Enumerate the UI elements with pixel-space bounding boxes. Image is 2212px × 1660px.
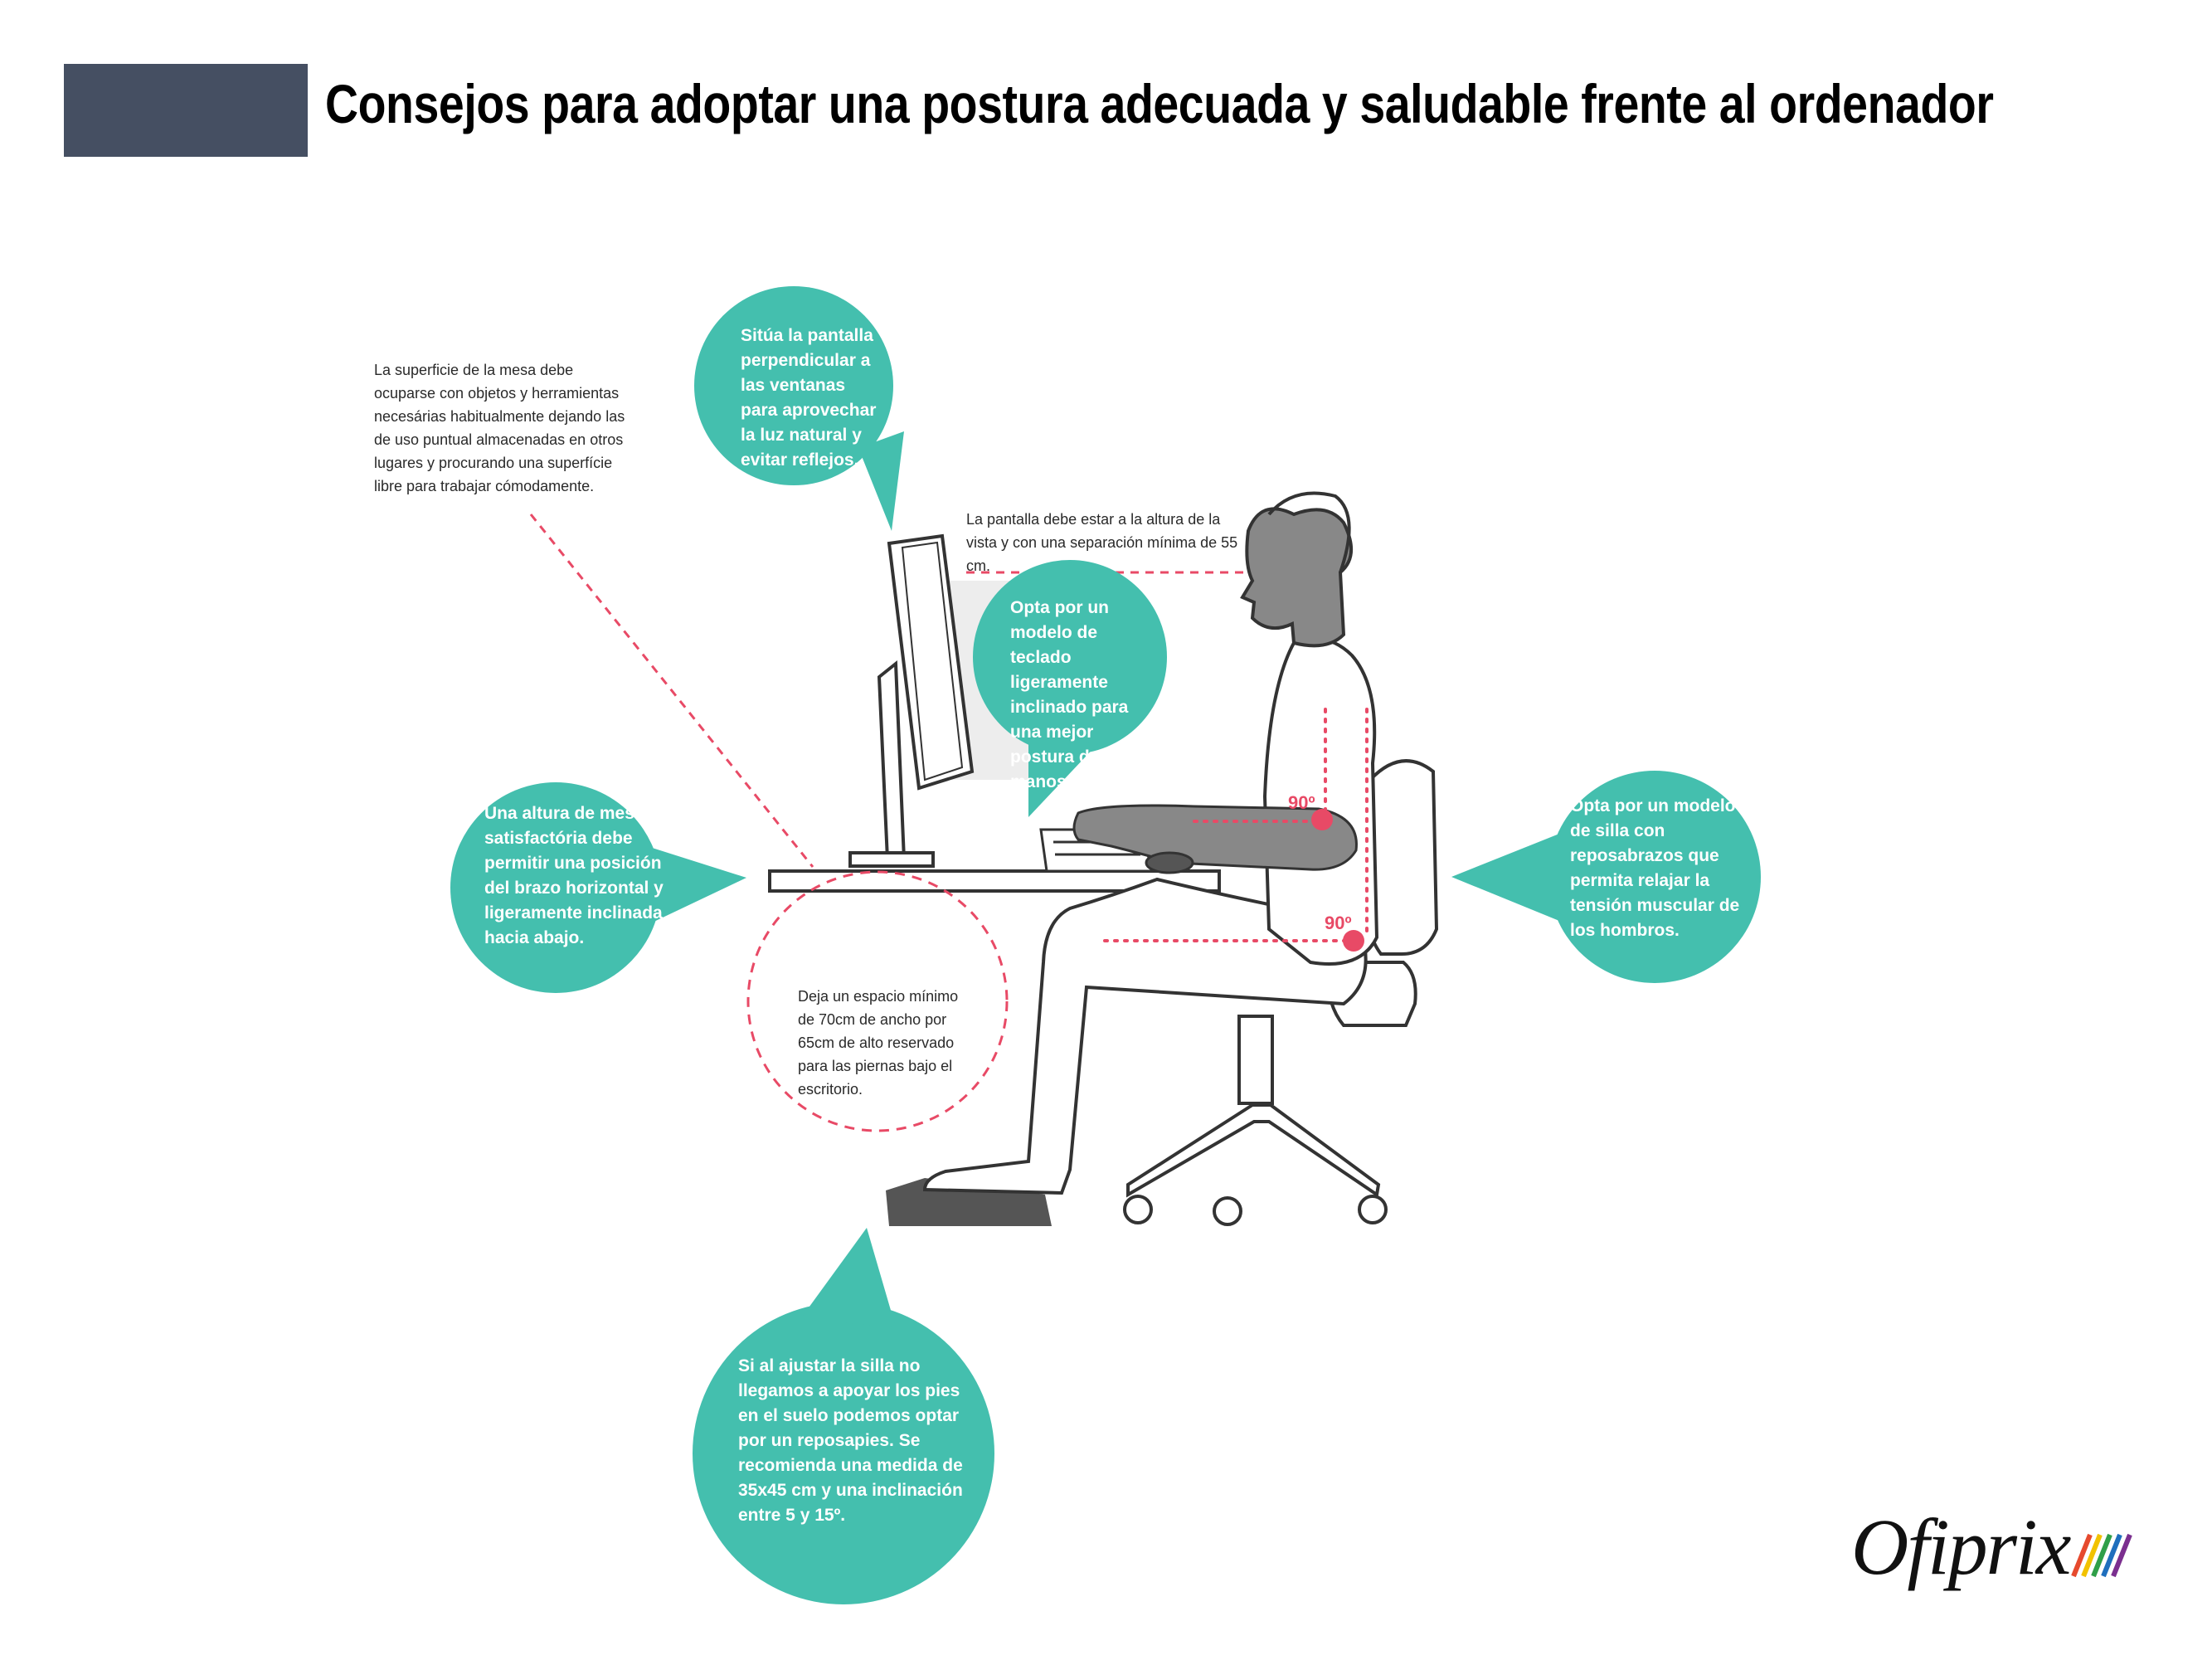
callout-screen: Sitúa la pantalla perpendicular a las ventanas para aprovechar la luz natural y evitar reflejos. — [741, 326, 877, 470]
note-leg-space: Deja un espacio mínimo de 70cm de ancho por 65cm de alto reservado para las piernas bajo el escritorio. — [798, 988, 959, 1098]
callout-chair: Opta por un modelo de silla con reposabrazos que permita relajar la tensión muscular de los hombros. — [1570, 796, 1740, 940]
callout-keyboard: Opta por un modelo de teclado ligeramente inclinado para una mejor postura de las manos. — [1010, 598, 1129, 791]
person-body — [1265, 639, 1377, 964]
elbow-angle-label: 90º — [1288, 792, 1315, 813]
note-desk-surface: La superficie de la mesa debe ocuparse con objetos y herramientas necesárias habitualmente dejando las de uso puntual almacenadas en otros lugares y procurando una superfície libre para trabajar cómodamente. — [374, 362, 625, 494]
ofiprix-logo — [1851, 1502, 2137, 1601]
logo-wordmark: Ofiprix — [1851, 1502, 2070, 1591]
callout-desk-height: Una altura de mesa satisfactória debe permitir una posición del brazo horizontal y ligeramente inclinada hacia abajo. — [484, 804, 664, 947]
callout-footrest: Si al ajustar la silla no llegamos a apoyar los pies en el suelo podemos optar por un reposapies. Se recomienda una medida de 35x45 cm y una inclinación entre 5 y 15º. — [738, 1356, 963, 1525]
hip-angle-label: 90º — [1325, 913, 1352, 933]
logo-stripes-icon — [2065, 1525, 2140, 1583]
person-head — [1242, 493, 1351, 645]
note-screen-height: La pantalla debe estar a la altura de la vista y con una separación mínima de 55 cm. — [966, 511, 1238, 574]
page-title: Consejos para adoptar una postura adecuada y saludable frente al ordenador — [325, 73, 1994, 134]
